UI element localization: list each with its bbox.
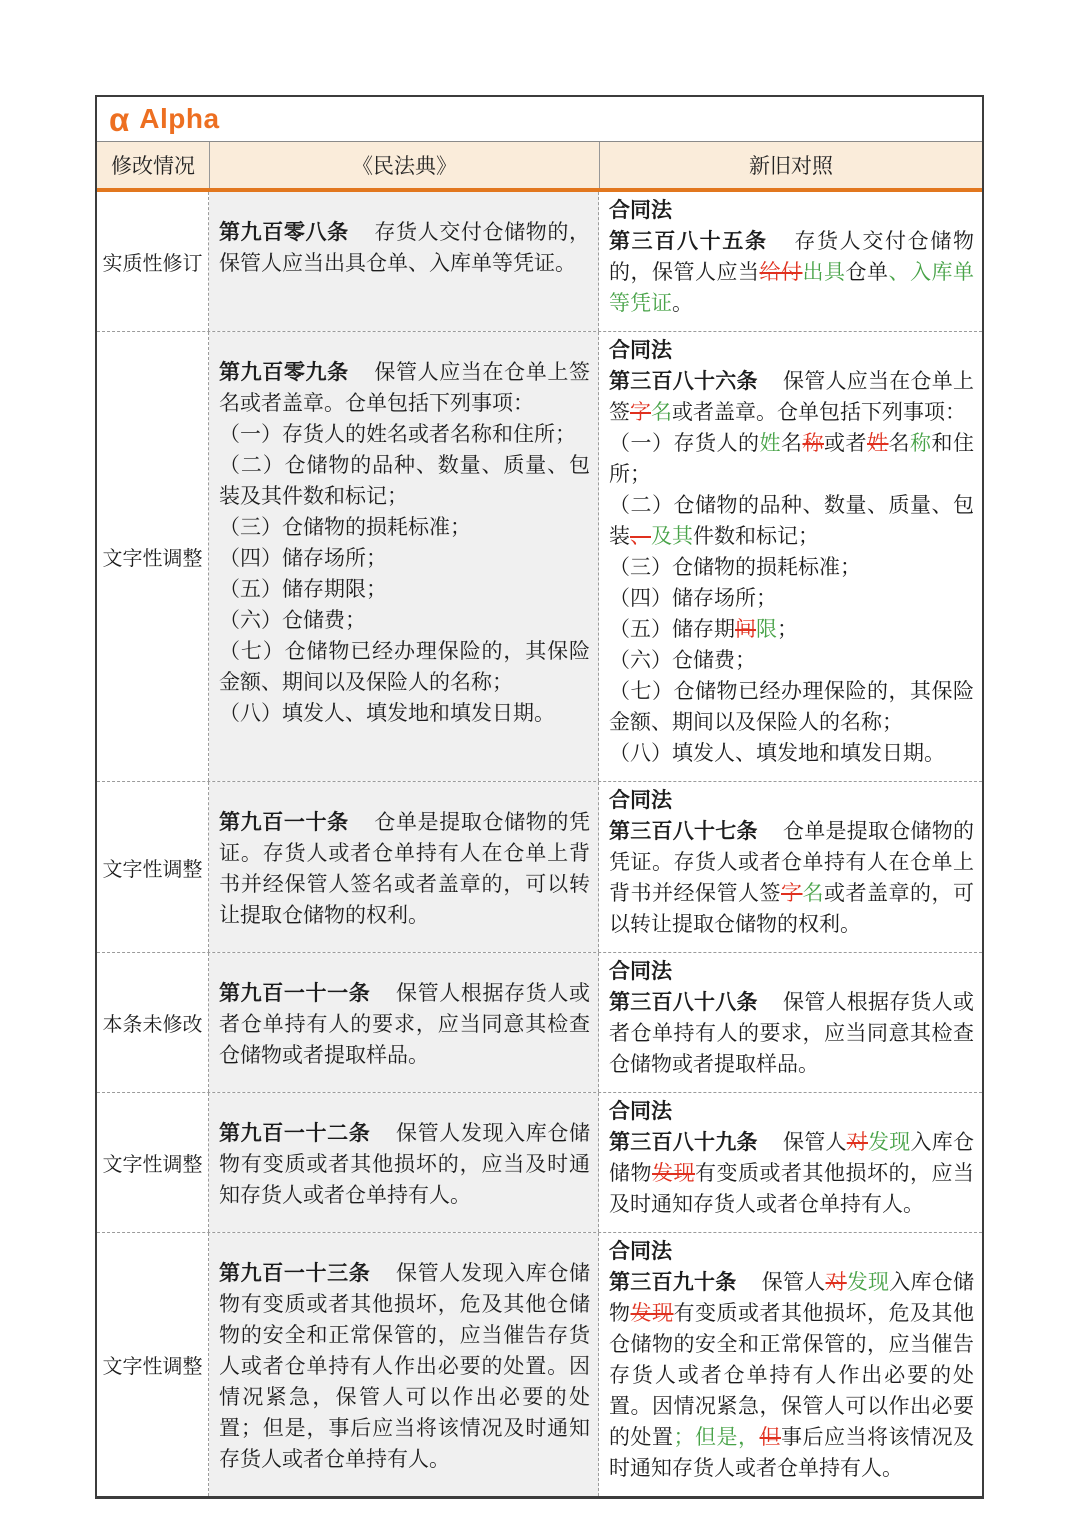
header-old-new-comparison: 新旧对照 (599, 142, 982, 188)
table-header-row (97, 142, 982, 192)
paragraph (219, 217, 590, 279)
text: （一）存货人的 (609, 431, 760, 455)
alpha-logo-text: Alpha (139, 103, 220, 134)
paragraph (219, 978, 590, 1071)
bold-text: 第九百一十三条 (219, 1261, 371, 1285)
text: 件数和标记； (693, 524, 819, 548)
civil-code-cell (209, 192, 599, 331)
paragraph (609, 1267, 974, 1484)
paragraph (609, 195, 974, 226)
paragraph (609, 583, 974, 614)
bold-text: 第三百八十九条 (609, 1130, 758, 1154)
bold-text: 第三百九十条 (609, 1270, 737, 1294)
bold-text: 第九百一十二条 (219, 1121, 371, 1145)
text: 或者 (824, 431, 867, 455)
paragraph (609, 490, 974, 552)
bold-text: 第三百八十八条 (609, 990, 758, 1014)
deleted-text: 、 (630, 524, 651, 548)
text: （三）仓储物的损耗标准； (219, 515, 471, 539)
inserted-text: 姓 (759, 431, 781, 455)
text: （二）仓储物的品种、数量、质量、包装 (609, 493, 974, 548)
text: （二）仓储物的品种、数量、质量、包装及其件数和标记； (219, 453, 590, 508)
text: 有变质或者其他损坏，危及其他仓储物的安全和正常保管的，应当催告存货人或者仓单持有人作出必要的处置。因情况紧急，保管人可以作出必要的处置 (609, 1301, 974, 1449)
bold-text: 合同法 (609, 788, 672, 812)
comparison-cell (599, 332, 982, 781)
inserted-text: 及其 (651, 524, 693, 548)
comparison-cell (599, 1093, 982, 1232)
table-row (97, 1093, 982, 1233)
civil-code-cell (209, 1233, 599, 1496)
paragraph (219, 512, 590, 543)
alpha-logo-icon: α (109, 100, 130, 138)
header-civil-code: 《民法典》 (209, 142, 599, 188)
bold-text: 合同法 (609, 338, 672, 362)
inserted-text: 名 (651, 400, 672, 424)
text: （七）仓储物已经办理保险的，其保险金额、期间以及保险人的名称； (219, 639, 590, 694)
modification-status-cell: 文字性调整 (97, 1233, 209, 1496)
inserted-text: 限 (756, 617, 777, 641)
paragraph (219, 450, 590, 512)
text: 仓单 (845, 260, 889, 284)
bold-text: 第九百一十条 (219, 810, 349, 834)
deleted-text: 发现 (652, 1161, 695, 1185)
deleted-text: 对 (846, 1130, 868, 1154)
bold-text: 合同法 (609, 959, 672, 983)
civil-code-cell (209, 1093, 599, 1232)
text: 入库仓储物 (609, 1130, 974, 1185)
paragraph (609, 552, 974, 583)
text: 和住所； (609, 431, 974, 486)
text: （六）仓储费； (219, 608, 366, 632)
table-row (97, 782, 982, 953)
bold-text: 合同法 (609, 1239, 672, 1263)
text: 保管人 (740, 1270, 826, 1294)
text: （三）仓储物的损耗标准； (609, 555, 861, 579)
text: 。 (672, 291, 693, 315)
text: 保管人根据存货人或者仓单持有人的要求，应当同意其检查仓储物或者提取样品。 (609, 990, 974, 1076)
paragraph (219, 1258, 590, 1475)
bold-text: 第三百八十七条 (609, 819, 758, 843)
text: （七）仓储物已经办理保险的，其保险金额、期间以及保险人的名称； (609, 679, 974, 734)
text: 仓单是提取仓储物的凭证。存货人或者仓单持有人在仓单上背书并经保管人签 (609, 819, 974, 905)
text: 保管人发现入库仓储物有变质或者其他损坏的，应当及时通知存货人或者仓单持有人。 (219, 1121, 590, 1207)
text: 或者盖章的，可以转让提取仓储物的权利。 (609, 881, 974, 936)
bold-text: 第九百零八条 (219, 220, 349, 244)
paragraph (609, 614, 974, 645)
paragraph (609, 785, 974, 816)
paragraph (219, 543, 590, 574)
paragraph (609, 1127, 974, 1220)
text: 保管人应当在仓单上签 (609, 369, 974, 424)
text: 事后应当将该情况及时通知存货人或者仓单持有人。 (609, 1425, 974, 1480)
paragraph (219, 1118, 590, 1211)
paragraph (609, 226, 974, 319)
deleted-text: 给付 (759, 260, 803, 284)
paragraph (219, 807, 590, 931)
inserted-text: 发现 (868, 1130, 911, 1154)
text: 入库仓储物 (609, 1270, 974, 1325)
text: （五）储存期 (609, 617, 735, 641)
inserted-text: ；但是， (673, 1425, 760, 1449)
comparison-cell (599, 782, 982, 952)
modification-status-cell: 文字性调整 (97, 782, 209, 952)
deleted-text: 间 (735, 617, 756, 641)
text: （四）储存场所； (609, 586, 777, 610)
text: （八）填发人、填发地和填发日期。 (219, 701, 555, 725)
table-row (97, 1233, 982, 1496)
deleted-text: 字 (630, 400, 651, 424)
paragraph (609, 956, 974, 987)
modification-status-cell: 实质性修订 (97, 192, 209, 331)
table-body (97, 192, 982, 1496)
text: 保管人应当在仓单上签名或者盖章。仓单包括下列事项： (219, 360, 590, 415)
civil-code-cell (209, 782, 599, 952)
text: 仓单是提取仓储物的凭证。存货人或者仓单持有人在仓单上背书并经保管人签名或者盖章的，可以转让提取仓储物的权利。 (219, 810, 590, 927)
paragraph (609, 335, 974, 366)
deleted-text: 对 (825, 1270, 847, 1294)
civil-code-cell (209, 953, 599, 1092)
paragraph (609, 428, 974, 490)
deleted-text: 姓 (867, 431, 889, 455)
text: 或者盖章。仓单包括下列事项： (672, 400, 966, 424)
text: 存货人交付仓储物的，保管人应当 (609, 229, 975, 284)
text: （一）存货人的姓名或者名称和住所； (219, 422, 576, 446)
comparison-table (95, 95, 984, 1499)
text: 名 (888, 431, 910, 455)
deleted-text: 但 (759, 1425, 781, 1449)
paragraph (219, 698, 590, 729)
paragraph (609, 645, 974, 676)
bold-text: 第九百一十一条 (219, 981, 371, 1005)
paragraph (609, 676, 974, 738)
bold-text: 第三百八十五条 (609, 229, 768, 253)
comparison-cell (599, 192, 982, 331)
paragraph (609, 366, 974, 428)
inserted-text: 出具 (802, 260, 846, 284)
text: ； (777, 617, 798, 641)
comparison-cell (599, 1233, 982, 1496)
modification-status-cell: 文字性调整 (97, 1093, 209, 1232)
paragraph (609, 987, 974, 1080)
table-row (97, 332, 982, 782)
paragraph (609, 738, 974, 769)
civil-code-cell (209, 332, 599, 781)
bold-text: 第三百八十六条 (609, 369, 758, 393)
paragraph (219, 574, 590, 605)
inserted-text: 名 (802, 881, 824, 905)
paragraph (219, 636, 590, 698)
paragraph (609, 816, 974, 940)
table-row (97, 192, 982, 332)
header-modification-status: 修改情况 (111, 155, 195, 178)
paragraph (219, 605, 590, 636)
text: 存货人交付仓储物的，保管人应当出具仓单、入库单等凭证。 (219, 220, 590, 275)
paragraph (219, 419, 590, 450)
modification-status-cell: 文字性调整 (97, 332, 209, 781)
text: 保管人发现入库仓储物有变质或者其他损坏，危及其他仓储物的安全和正常保管的，应当催告存货人或者仓单持有人作出必要的处置。因情况紧急，保管人可以作出必要的处置；但是，事后应当将该情况及时通知存货人或者仓单持有人。 (219, 1261, 590, 1471)
deleted-text: 发现 (630, 1301, 674, 1325)
bold-text: 第九百零九条 (219, 360, 349, 384)
paragraph (609, 1096, 974, 1127)
inserted-text: 称 (910, 431, 932, 455)
table-row (97, 953, 982, 1093)
text: （八）填发人、填发地和填发日期。 (609, 741, 945, 765)
text: （四）储存场所； (219, 546, 387, 570)
paragraph (609, 1236, 974, 1267)
comparison-cell (599, 953, 982, 1092)
deleted-text: 字 (781, 881, 803, 905)
bold-text: 合同法 (609, 198, 672, 222)
paragraph (219, 357, 590, 419)
inserted-text: 发现 (846, 1270, 890, 1294)
text: 名 (781, 431, 803, 455)
text: （六）仓储费； (609, 648, 756, 672)
bold-text: 合同法 (609, 1099, 672, 1123)
text: 保管人 (761, 1130, 847, 1154)
text: 有变质或者其他损坏的，应当及时通知存货人或者仓单持有人。 (609, 1161, 974, 1216)
inserted-text: 、入库单等凭证 (609, 260, 974, 315)
text: 保管人根据存货人或者仓单持有人的要求，应当同意其检查仓储物或者提取样品。 (219, 981, 590, 1067)
text: （五）储存期限； (219, 577, 387, 601)
modification-status-cell: 本条未修改 (97, 953, 209, 1092)
logo-row (97, 97, 982, 142)
deleted-text: 称 (802, 431, 824, 455)
